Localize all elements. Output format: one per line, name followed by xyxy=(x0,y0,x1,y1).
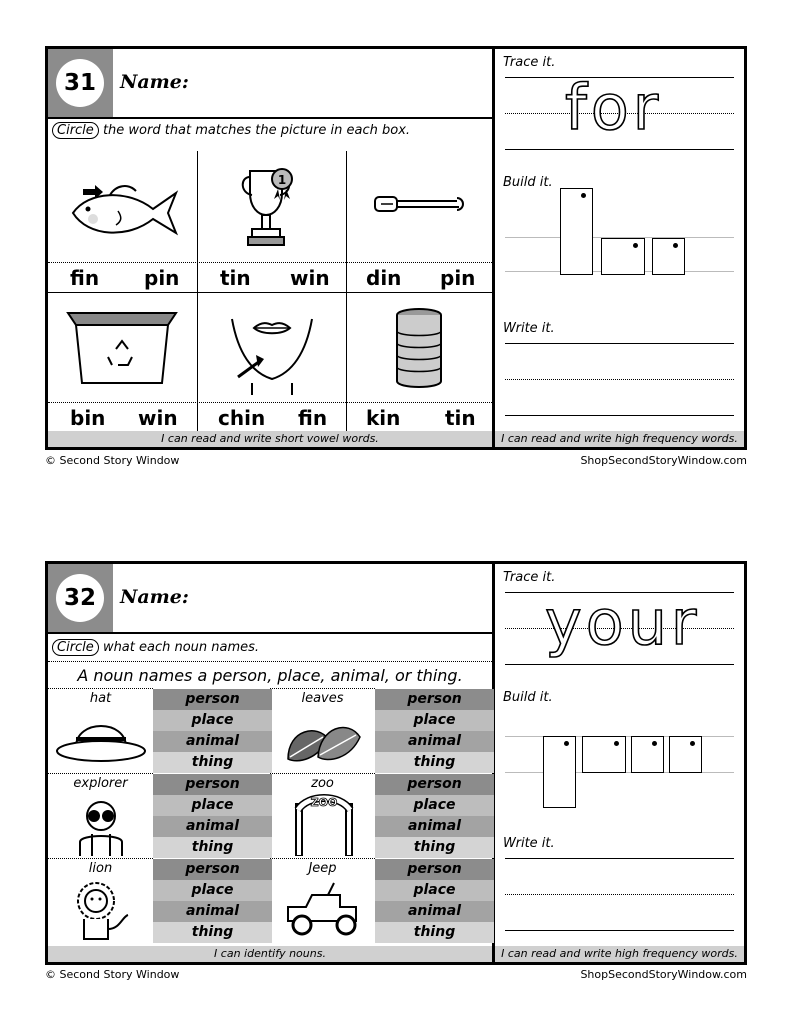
trace-label: Trace it. xyxy=(503,570,556,585)
noun-option-thing[interactable]: thing xyxy=(153,752,272,773)
card-header xyxy=(48,564,492,634)
hf-footer: I can read and write high frequency words. xyxy=(495,946,744,962)
number-box xyxy=(48,564,113,632)
noun-option-animal[interactable]: animal xyxy=(153,816,272,837)
noun-option-place[interactable]: place xyxy=(375,795,494,816)
noun-label: Jeep xyxy=(308,861,337,876)
circle-word: Circle xyxy=(52,122,99,139)
word-option[interactable]: win xyxy=(138,406,178,430)
word-option[interactable]: fin xyxy=(298,406,328,430)
instruction-text: what each noun names. xyxy=(102,640,260,655)
noun-option-thing[interactable]: thing xyxy=(153,922,272,943)
chin-icon xyxy=(198,293,346,402)
card-number: 31 xyxy=(56,59,104,107)
word-option[interactable]: bin xyxy=(70,406,106,430)
picture-box-3 xyxy=(347,151,492,262)
learning-goal-footer: I can identify nouns. xyxy=(48,946,492,962)
explorer-icon xyxy=(46,794,156,860)
letter-box-short[interactable] xyxy=(601,238,645,275)
build-label: Build it. xyxy=(503,175,553,190)
noun-definition: A noun names a person, place, animal, or thing. xyxy=(77,666,463,685)
noun-option-place[interactable]: place xyxy=(153,710,272,731)
noun-option-person[interactable]: person xyxy=(153,774,272,795)
trophy-icon xyxy=(198,151,346,262)
fish-icon xyxy=(48,151,197,262)
noun-picture-cell xyxy=(48,773,153,858)
trace-word[interactable]: for xyxy=(565,71,663,144)
safety-pin-icon xyxy=(347,151,492,262)
noun-label: lion xyxy=(88,861,113,876)
hf-footer: I can read and write high frequency words. xyxy=(495,431,744,447)
word-option[interactable]: fin xyxy=(70,266,100,290)
name-label: Name: xyxy=(120,586,189,608)
copyright: © Second Story Window xyxy=(45,968,180,981)
card-number: 32 xyxy=(56,574,104,622)
high-frequency-section xyxy=(495,49,744,447)
instruction xyxy=(52,640,259,655)
noun-option-place[interactable]: place xyxy=(153,880,272,901)
picture-box-1 xyxy=(48,151,197,262)
noun-option-place[interactable]: place xyxy=(153,795,272,816)
word-option[interactable]: tin xyxy=(445,406,476,430)
svg-text:1: 1 xyxy=(277,173,287,187)
tin-can-icon xyxy=(347,293,492,402)
letter-box-tall[interactable] xyxy=(543,736,576,808)
noun-picture-cell xyxy=(270,858,375,943)
picture-box-2 xyxy=(198,151,346,262)
noun-option-thing[interactable]: thing xyxy=(375,752,494,773)
noun-option-place[interactable]: place xyxy=(375,710,494,731)
noun-option-thing[interactable]: thing xyxy=(375,837,494,858)
noun-option-animal[interactable]: animal xyxy=(375,816,494,837)
noun-label: explorer xyxy=(73,776,128,791)
website: ShopSecondStoryWindow.com xyxy=(580,454,747,467)
instruction-text: the word that matches the picture in each box. xyxy=(102,123,411,138)
word-option[interactable]: din xyxy=(366,266,402,290)
noun-picture-cell xyxy=(48,858,153,943)
picture-box-4 xyxy=(48,293,197,402)
letter-box-short[interactable] xyxy=(652,238,685,275)
zoo-gate-icon xyxy=(268,794,378,860)
worksheet-card-31 xyxy=(45,46,747,450)
hat-icon xyxy=(46,709,156,775)
leaves-icon xyxy=(268,709,378,775)
jeep-icon xyxy=(268,879,378,945)
noun-section xyxy=(48,564,495,962)
word-option[interactable]: pin xyxy=(144,266,180,290)
write-label: Write it. xyxy=(503,836,555,851)
card-header xyxy=(48,49,492,119)
noun-label: hat xyxy=(89,691,112,706)
instruction xyxy=(52,123,410,138)
word-option[interactable]: win xyxy=(290,266,330,290)
trace-label: Trace it. xyxy=(503,55,556,70)
lion-icon xyxy=(46,879,156,945)
word-option[interactable]: tin xyxy=(220,266,251,290)
noun-option-animal[interactable]: animal xyxy=(153,731,272,752)
noun-option-person[interactable]: person xyxy=(375,689,494,710)
noun-option-animal[interactable]: animal xyxy=(375,901,494,922)
trace-word[interactable]: your xyxy=(545,586,701,659)
number-box xyxy=(48,49,113,117)
noun-option-person[interactable]: person xyxy=(375,774,494,795)
noun-picture-cell xyxy=(270,688,375,773)
noun-option-place[interactable]: place xyxy=(375,880,494,901)
build-label: Build it. xyxy=(503,690,553,705)
noun-label: zoo xyxy=(311,776,334,791)
noun-option-person[interactable]: person xyxy=(153,859,272,880)
noun-option-thing[interactable]: thing xyxy=(375,922,494,943)
noun-picture-cell xyxy=(48,688,153,773)
high-frequency-section xyxy=(495,564,744,962)
name-label: Name: xyxy=(120,71,189,93)
copyright: © Second Story Window xyxy=(45,454,180,467)
picture-box-5 xyxy=(198,293,346,402)
noun-option-animal[interactable]: animal xyxy=(375,731,494,752)
picture-box-6 xyxy=(347,293,492,402)
worksheet-card-32 xyxy=(45,561,747,965)
word-option[interactable]: kin xyxy=(366,406,401,430)
circle-word: Circle xyxy=(52,639,99,656)
letter-box-short[interactable] xyxy=(631,736,664,773)
write-label: Write it. xyxy=(503,321,555,336)
word-option[interactable]: chin xyxy=(218,406,266,430)
noun-label: leaves xyxy=(301,691,344,706)
noun-option-thing[interactable]: thing xyxy=(153,837,272,858)
word-option[interactable]: pin xyxy=(440,266,476,290)
svg-text:ZOO: ZOO xyxy=(310,796,338,809)
noun-option-person[interactable]: person xyxy=(375,859,494,880)
recycle-bin-icon xyxy=(48,293,197,402)
noun-picture-cell xyxy=(270,773,375,858)
letter-box-short[interactable] xyxy=(582,736,626,773)
website: ShopSecondStoryWindow.com xyxy=(580,968,747,981)
learning-goal-footer: I can read and write short vowel words. xyxy=(48,431,492,447)
short-vowel-section xyxy=(48,49,495,447)
letter-box-short[interactable] xyxy=(669,736,702,773)
noun-option-animal[interactable]: animal xyxy=(153,901,272,922)
noun-option-person[interactable]: person xyxy=(153,689,272,710)
letter-box-tall[interactable] xyxy=(560,188,593,275)
